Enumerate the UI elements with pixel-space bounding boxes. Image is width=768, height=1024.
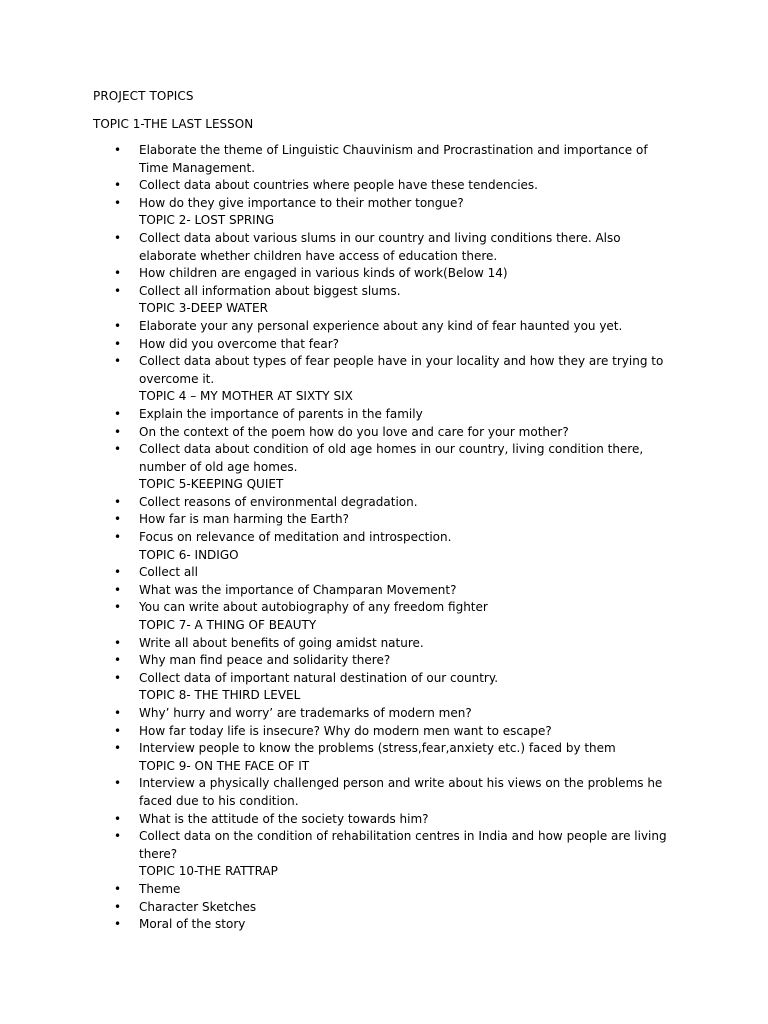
list-item-text: Theme <box>139 881 181 896</box>
list-item-text: You can write about autobiography of any freedom fighter <box>139 600 488 615</box>
list-item-text: How did you overcome that fear? <box>139 336 340 351</box>
bullet-icon: • <box>114 406 122 421</box>
list-item-text: How do they give importance to their mother tongue? <box>139 195 464 210</box>
bullet-icon: • <box>114 230 122 245</box>
list-item <box>0 424 679 442</box>
bullet-icon: • <box>114 811 122 826</box>
bullet-icon: • <box>114 635 122 650</box>
list-item-text: Why’ hurry and worry’ are trademarks of modern men? <box>139 706 472 720</box>
list-item-text: Collect data about types of fear people have in your locality and how they are trying to overcome it. <box>139 354 664 386</box>
list-item-text: Character Sketches <box>139 899 257 914</box>
topic-heading: TOPIC 8- THE THIRD LEVEL <box>139 688 301 703</box>
bullet-icon: • <box>114 881 122 896</box>
list-item-text: How far is man harming the Earth? <box>139 512 349 527</box>
list-item-text: Write all about benefits of going amidst nature. <box>139 635 424 650</box>
list-item <box>0 775 679 810</box>
bullet-icon: • <box>114 829 122 844</box>
list-item-text: Why man find peace and solidarity there? <box>139 653 391 668</box>
bullet-icon: • <box>114 776 122 791</box>
bullet-icon: • <box>114 494 122 509</box>
list-item-text: Collect all information about biggest slums. <box>139 283 401 298</box>
bullet-icon: • <box>114 706 122 720</box>
list-item-text: Moral of the story <box>139 917 246 932</box>
list-item <box>0 353 679 388</box>
topic-heading: TOPIC 10-THE RATTRAP <box>139 864 278 879</box>
list-item <box>0 318 679 336</box>
list-item-text: Interview a physically challenged person and write about his views on the problems he faced due to his condition. <box>139 776 663 808</box>
list-item <box>0 916 679 934</box>
bullet-icon: • <box>114 424 122 439</box>
list-item-text: Collect data about various slums in our country and living conditions there. Also elaborate whether children have access of education there. <box>139 230 621 263</box>
list-item-text: Collect all <box>139 565 198 580</box>
bullet-icon: • <box>114 143 122 157</box>
list-item <box>0 564 679 582</box>
list-item-text: Collect data about countries where people have these tendencies. <box>139 178 538 193</box>
topic-heading: TOPIC 7- A THING OF BEAUTY <box>139 618 317 633</box>
bullet-icon: • <box>114 178 122 193</box>
bullet-icon: • <box>114 442 122 457</box>
topic-list <box>0 142 768 934</box>
list-item-text: What was the importance of Champaran Movement? <box>139 582 457 597</box>
list-item <box>0 494 679 512</box>
list-item <box>0 670 679 688</box>
topic-heading: TOPIC 9- ON THE FACE OF IT <box>139 758 310 773</box>
bullet-icon: • <box>114 195 122 210</box>
list-item <box>0 828 679 863</box>
list-item-text: Collect data on the condition of rehabilitation centres in India and how people are living there? <box>139 829 667 861</box>
list-item <box>0 723 679 741</box>
bullet-icon: • <box>114 600 122 615</box>
list-item <box>0 195 679 213</box>
bullet-icon: • <box>114 336 122 351</box>
list-item-text: How children are engaged in various kinds of work(Below 14) <box>139 266 508 281</box>
list-item-text: On the context of the poem how do you love and care for your mother? <box>139 424 569 439</box>
list-item <box>0 652 679 670</box>
bullet-icon: • <box>114 670 122 685</box>
bullet-icon: • <box>114 741 122 756</box>
list-item <box>0 635 679 653</box>
bullet-icon: • <box>114 512 122 527</box>
list-item-text: Interview people to know the problems (stress,fear,anxiety etc.) faced by them <box>139 741 616 756</box>
list-item <box>0 529 679 547</box>
topic-heading: TOPIC 1-THE LAST LESSON <box>93 117 254 131</box>
page-title: PROJECT TOPICS <box>93 89 194 103</box>
list-item <box>0 177 679 195</box>
list-item-text: How far today life is insecure? Why do modern men want to escape? <box>139 723 552 738</box>
bullet-icon: • <box>114 723 122 738</box>
list-item-text: Collect reasons of environmental degradation. <box>139 494 418 509</box>
list-item-text: Collect data of important natural destination of our country. <box>139 670 499 685</box>
bullet-icon: • <box>114 653 122 668</box>
list-item <box>0 599 679 617</box>
topic-heading: TOPIC 6- INDIGO <box>139 547 239 562</box>
topic-heading: TOPIC 4 – MY MOTHER AT SIXTY SIX <box>139 389 353 404</box>
list-item-text: Explain the importance of parents in the family <box>139 406 423 421</box>
list-item <box>0 740 679 758</box>
list-item-text: Focus on relevance of meditation and introspection. <box>139 530 452 545</box>
list-item-text: Collect data about condition of old age homes in our country, living condition there, number of old age homes. <box>139 442 644 474</box>
bullet-icon: • <box>114 917 122 932</box>
list-item <box>0 230 679 265</box>
list-item <box>0 441 679 476</box>
list-item <box>0 142 679 177</box>
bullet-icon: • <box>114 266 122 281</box>
list-item <box>0 811 679 829</box>
list-item <box>0 336 679 354</box>
list-item <box>0 899 679 917</box>
topic-heading: TOPIC 3-DEEP WATER <box>139 301 268 316</box>
list-item <box>0 265 679 283</box>
list-item <box>0 283 679 301</box>
list-item-text: Elaborate the theme of Linguistic Chauvinism and Procrastination and importance of Time Management. <box>139 143 648 175</box>
bullet-icon: • <box>114 283 122 298</box>
bullet-icon: • <box>114 899 122 914</box>
list-item <box>0 881 679 899</box>
topic-heading: TOPIC 5-KEEPING QUIET <box>139 477 284 492</box>
list-item <box>0 511 679 529</box>
topic-heading: TOPIC 2- LOST SPRING <box>139 213 274 228</box>
bullet-icon: • <box>114 582 122 597</box>
list-item <box>0 705 679 723</box>
bullet-icon: • <box>114 565 122 580</box>
list-item-text: Elaborate your any personal experience about any kind of fear haunted you yet. <box>139 318 623 333</box>
bullet-icon: • <box>114 318 122 333</box>
list-item <box>0 406 679 424</box>
bullet-icon: • <box>114 530 122 545</box>
list-item <box>0 582 679 600</box>
list-item-text: What is the attitude of the society towards him? <box>139 811 429 826</box>
bullet-icon: • <box>114 354 122 369</box>
